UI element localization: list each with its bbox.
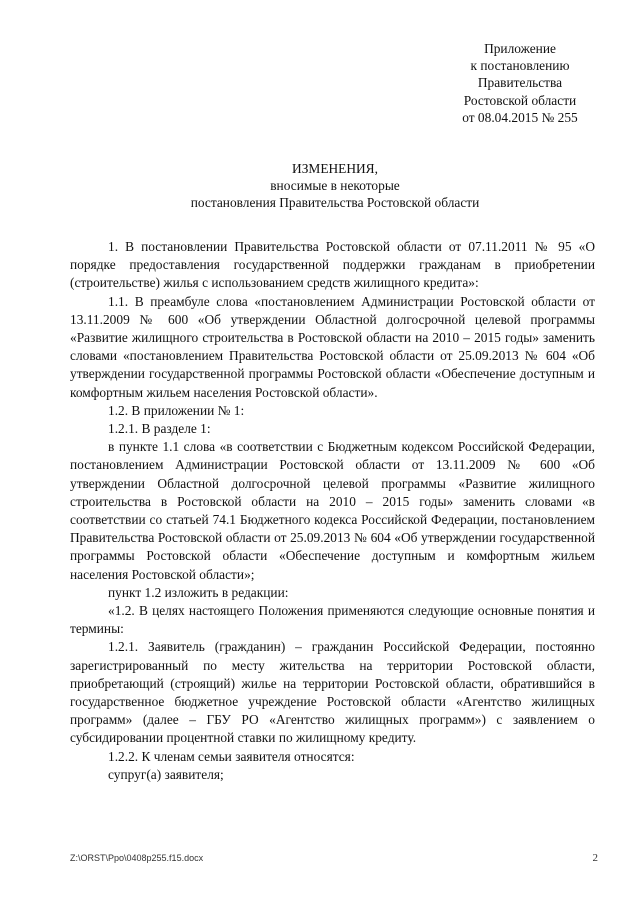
appendix-block bbox=[420, 40, 620, 126]
paragraph: 1.2.1. Заявитель (гражданин) – гражданин Российской Федерации, постоянно зарегистрированный по месту жительства на территории Ростовской области, приобретающий (строящий) жилье на территории Ростовской области, обратившийся в государственное бюджетное учреждение Ростовской области «Агентство жилищных программ» (далее – ГБУ РО «Агентство жилищных программ») с заявлением о субсидировании процентной ставки по жилищному кредиту. bbox=[70, 639, 595, 746]
paragraph: 1.1. В преамбуле слова «постановлением Администрации Ростовской области от 13.11.2009 № 600 «Об утверждении Областной долгосрочной целевой программы «Развитие жилищного строительства в Ростовской области на 2010 – 2015 годы» заменить словами «постановлением Правительства Ростовской области от 25.09.2013 № 604 «Об утверждении государственной программы Ростовской области «Обеспечение доступным и комфортным жильем населения Ростовской области». bbox=[70, 293, 595, 400]
appendix-line: к постановлению bbox=[470, 58, 570, 74]
paragraph: 1.2.1. В разделе 1: bbox=[108, 421, 211, 437]
paragraph: 1.2.2. К членам семьи заявителя относятся: bbox=[108, 748, 355, 764]
heading-subtitle: вносимые в некоторые bbox=[270, 178, 400, 194]
document-heading bbox=[70, 160, 600, 212]
document-body bbox=[70, 238, 595, 784]
page-number: 2 bbox=[592, 852, 598, 864]
heading-subtitle-2: постановления Правительства Ростовской области bbox=[190, 195, 480, 211]
appendix-line: от 08.04.2015 № 255 bbox=[462, 109, 578, 125]
paragraph: супруг(а) заявителя; bbox=[108, 766, 224, 782]
paragraph: 1. В постановлении Правительства Ростовской области от 07.11.2011 № 95 «О порядке предоставления государственной поддержки гражданам в приобретении (строительстве) жилья с использованием средств жилищного кредита»: bbox=[70, 239, 595, 291]
appendix-line: Приложение bbox=[484, 41, 556, 56]
appendix-line: Ростовской области bbox=[463, 92, 577, 108]
paragraph: пункт 1.2 изложить в редакции: bbox=[108, 584, 289, 600]
file-path: Z:\ORST\Ppo\0408p255.f15.docx bbox=[70, 853, 204, 863]
paragraph: «1.2. В целях настоящего Положения применяются следующие основные понятия и термины: bbox=[70, 603, 595, 637]
heading-title: ИЗМЕНЕНИЯ, bbox=[292, 161, 378, 176]
paragraph: 1.2. В приложении № 1: bbox=[108, 402, 245, 418]
paragraph: в пункте 1.1 слова «в соответствии с Бюджетным кодексом Российской Федерации, постановлением Администрации Ростовской области от 13.11.2009 № 600 «Об утверждении Областной долгосрочной целевой программы «Развитие жилищного строительства в Ростовской области на 2010 – 2015 годы» заменить словами «в соответствии со статьей 74.1 Бюджетного кодекса Российской Федерации, постановлением Правительства Ростовской области от 25.09.2013 № 604 «Об утверждении государственной программы Ростовской области «Обеспечение доступным и комфортным жильем населения Ростовской области»; bbox=[70, 439, 595, 582]
appendix-line: Правительства bbox=[477, 75, 563, 91]
